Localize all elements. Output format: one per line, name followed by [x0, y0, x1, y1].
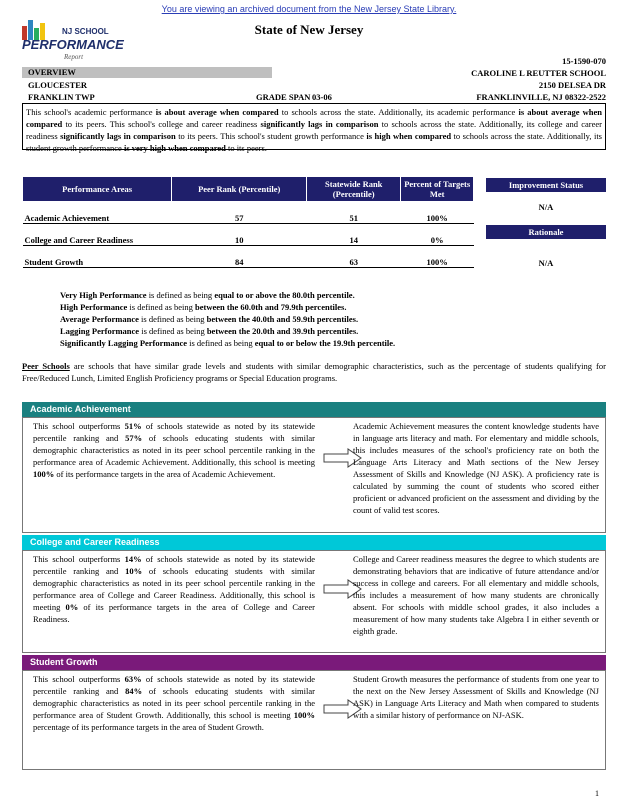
- text: This school outperforms: [33, 421, 125, 431]
- text: of schools educating students with similar demographic characteristics as noted in its peer school percentile ranking in the performance area of College and Career Readiness. Additionally, this school is meeting: [33, 566, 315, 612]
- definition-term: Significantly Lagging Performance: [60, 338, 188, 348]
- grade-span-label: GRADE SPAN: [256, 92, 311, 102]
- row-state: 63: [307, 246, 401, 268]
- summary-emphasis: is about average when compared: [155, 107, 279, 117]
- logo-line2: PERFORMANCE: [22, 37, 124, 52]
- improvement-status-header: Improvement Status: [486, 178, 606, 192]
- statewide-pct: 63%: [124, 674, 142, 684]
- row-peer: 84: [172, 246, 307, 268]
- definition-text: is defined as being: [138, 314, 207, 324]
- section-right-text: College and Career readiness measures the degree to which students are demonstrating behaviors that are indicative of future attendance and/or success in college and careers. For all elementary and middle schools, this includes a measurement of how many students are chronically absent. For schools with middle school grades, it also includes a measurement of how many students take Algebra I in either seventh or eighth grade.: [353, 554, 599, 636]
- text: of schools statewide as noted by its statewide percentile ranking and: [33, 421, 315, 443]
- col-header-pct: Percent of Targets Met: [401, 177, 474, 202]
- school-city: FRANKLINVILLE, NJ 08322-2522: [476, 92, 606, 102]
- definition-item: [60, 301, 395, 313]
- summary-text: to its peers. This school's student growth performance: [175, 131, 367, 141]
- row-pct: 100%: [401, 202, 474, 224]
- section-header-growth: Student Growth: [22, 655, 606, 670]
- definition-item: [60, 325, 395, 337]
- definition-text: is defined as being: [139, 326, 207, 336]
- table-header-row: [23, 177, 474, 202]
- summary-text: to schools across the state. Additionally, its academic performance: [278, 107, 519, 117]
- statewide-pct: 51%: [124, 421, 142, 431]
- text: percentage of its performance targets in the area of Student Growth.: [33, 722, 264, 732]
- section-header-college: College and Career Readiness: [22, 535, 606, 550]
- text: of its performance targets in the area of Academic Achievement.: [54, 469, 276, 479]
- row-state: 14: [307, 224, 401, 246]
- archive-notice-link[interactable]: You are viewing an archived document from the New Jersey State Library.: [161, 4, 457, 14]
- section-left-text: [33, 420, 315, 480]
- peer-pct: 84%: [125, 686, 143, 696]
- table-row: [23, 246, 474, 268]
- definition-text: is defined as being: [146, 290, 215, 300]
- targets-pct: 0%: [65, 602, 79, 612]
- summary-emphasis: is high when compared: [366, 131, 452, 141]
- definition-item: [60, 337, 395, 349]
- logo-line1: NJ SCHOOL: [62, 27, 109, 36]
- definition-item: [60, 289, 395, 301]
- definition-range: between the 60.0th and 79.9th percentiles.: [195, 302, 347, 312]
- peer-pct: 10%: [125, 566, 143, 576]
- row-area: College and Career Readiness: [23, 224, 172, 246]
- section-left-text: [33, 673, 315, 733]
- row-pct: 100%: [401, 246, 474, 268]
- grade-span-value: 03-06: [312, 92, 332, 102]
- overview-bar: OVERVIEW: [22, 67, 272, 78]
- school-street: 2150 DELSEA DR: [538, 80, 606, 90]
- county-label: GLOUCESTER: [28, 80, 88, 90]
- definition-term: High Performance: [60, 302, 128, 312]
- definition-range: between the 40.0th and 59.9th percentiles.: [206, 314, 359, 324]
- summary-text: This school's academic performance: [26, 107, 156, 117]
- summary-text: to its peers. This school's college and career readiness: [62, 119, 261, 129]
- rationale-header: Rationale: [486, 225, 606, 239]
- peer-schools-note: [22, 360, 606, 384]
- nj-school-performance-logo: [20, 16, 124, 66]
- table-row: [23, 202, 474, 224]
- col-header-peer: Peer Rank (Percentile): [172, 177, 307, 202]
- section-header-academic: Academic Achievement: [22, 402, 606, 417]
- section-left-text: [33, 553, 315, 625]
- school-code: 15-1590-070: [562, 56, 606, 66]
- performance-definitions: [60, 289, 395, 349]
- definition-text: is defined as being: [187, 338, 255, 348]
- definition-text: is defined as being: [127, 302, 196, 312]
- section-body-college: [22, 550, 606, 653]
- summary-text: to its peers.: [225, 143, 267, 153]
- section-right-text: Academic Achievement measures the content knowledge students have in language arts literacy and math. For elementary and middle schools, this includes measures of the school's proficiency rate on both the Language Arts Literacy and Math sections of the New Jersey Assessment of Skills and Knowledge (NJ ASK). A proficiency rate is calculated by summing the count of students who scored either proficient or advanced proficient on the assessment and dividing by the count of valid test scores.: [353, 421, 599, 515]
- table-row: [23, 224, 474, 246]
- row-peer: 57: [172, 202, 307, 224]
- targets-pct: 100%: [33, 469, 55, 479]
- summary-emphasis: is very high when compared: [123, 143, 226, 153]
- summary-emphasis: is about average when compared: [26, 107, 603, 129]
- text: of its performance targets in the area of College and Career Readiness.: [33, 602, 315, 624]
- col-header-state: Statewide Rank (Percentile): [307, 177, 401, 202]
- summary-text: to schools across the state. Additionally, its college and career readiness: [26, 119, 602, 141]
- summary-emphasis: significantly lags in comparison: [60, 131, 176, 141]
- page-number: 1: [595, 789, 599, 798]
- summary-emphasis: significantly lags in comparison: [260, 119, 379, 129]
- district-label: FRANKLIN TWP: [28, 92, 95, 102]
- definition-term: Average Performance: [60, 314, 139, 324]
- section-body-academic: [22, 417, 606, 533]
- page-title: State of New Jersey: [254, 22, 364, 37]
- school-name: CAROLINE L REUTTER SCHOOL: [471, 68, 606, 78]
- text: of schools statewide as noted by its statewide percentile ranking and: [33, 674, 315, 696]
- logo-graphic: [20, 16, 124, 66]
- text: of schools statewide as noted by its statewide percentile ranking and: [33, 554, 315, 576]
- performance-table: [22, 176, 474, 268]
- definition-item: [60, 313, 395, 325]
- section-body-growth: [22, 670, 606, 770]
- definition-range: equal to or below the 19.9th percentile.: [254, 338, 396, 348]
- peer-pct: 57%: [125, 433, 143, 443]
- peer-schools-term: Peer Schools: [22, 361, 70, 371]
- logo-line3: Report: [64, 53, 84, 61]
- col-header-area: Performance Areas: [23, 177, 172, 202]
- text: of schools educating students with similar demographic characteristics as noted in its peer school percentile ranking in the performance area of Academic Achievement. Additionally, this school is meeting: [33, 433, 315, 467]
- text: This school outperforms: [33, 554, 125, 564]
- definition-term: Lagging Performance: [60, 326, 140, 336]
- text: This school outperforms: [33, 674, 125, 684]
- performance-summary: [22, 103, 606, 153]
- statewide-pct: 14%: [124, 554, 142, 564]
- summary-text: to schools across the state. Additionally, its student growth performance: [26, 131, 602, 153]
- row-state: 51: [307, 202, 401, 224]
- definition-range: between the 20.0th and 39.9th percentiles.: [206, 326, 359, 336]
- text: of schools educating students with similar demographic characteristics as noted in its peer school percentile ranking in the performance area of Student Growth. Additionally, this school is meeting: [33, 686, 315, 720]
- definition-range: equal to or above the 80.0th percentile.: [214, 290, 355, 300]
- improvement-status-value: N/A: [538, 202, 554, 212]
- rationale-value: N/A: [538, 258, 554, 268]
- targets-pct: 100%: [293, 710, 315, 720]
- row-area: Student Growth: [23, 246, 172, 268]
- row-pct: 0%: [401, 224, 474, 246]
- definition-term: Very High Performance: [60, 290, 147, 300]
- section-right-text: Student Growth measures the performance of students from one year to the next on the New Jersey Assessment of Skills and Knowledge (NJ ASK) in Language Arts Literacy and Math when compared to students with a similar history of performance on NJ-ASK.: [353, 674, 599, 720]
- peer-schools-text: are schools that have similar grade levels and students with similar demographic characteristics, such as the percentage of students qualifying for Free/Reduced Lunch, Limited English Proficiency programs or Special Education programs.: [22, 361, 606, 383]
- row-area: Academic Achievement: [23, 202, 172, 224]
- row-peer: 10: [172, 224, 307, 246]
